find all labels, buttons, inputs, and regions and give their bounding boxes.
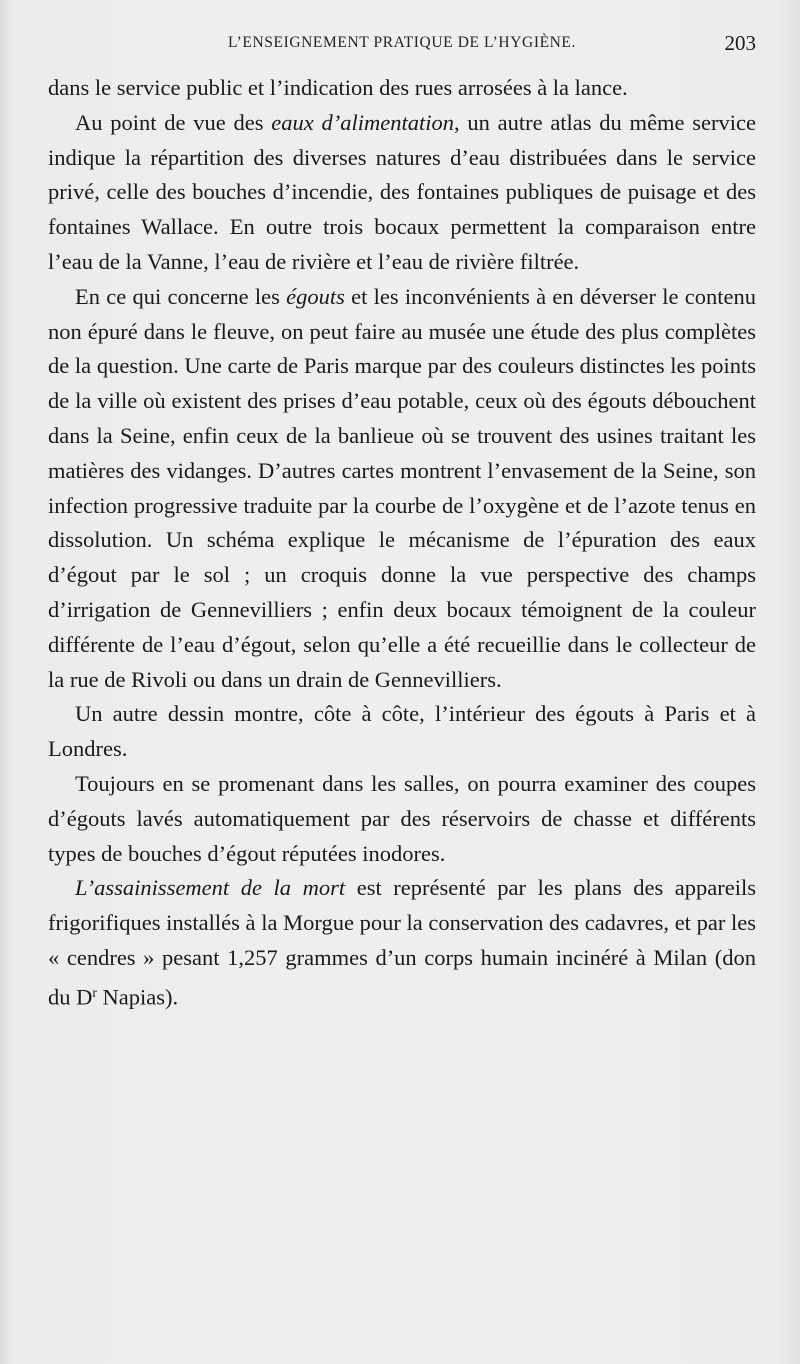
- page-number: 203: [724, 31, 756, 55]
- emphasis-text: égouts: [286, 283, 345, 309]
- text-run: et les inconvénients à en déverser le contenu non épuré dans le fleuve, on peut faire au musée une étude des plus complètes de la question. Une carte de Paris marque par des couleurs distinctes les points de la ville où existent des prises d’eau potable, ceux où des égouts débouchent dans la Seine, enfin ceux de la banlieue où se trouvent des usines traitant les matières des vidanges. D’autres cartes montrent l’envasement de la Seine, son infection progressive traduite par la courbe de l’oxygène et de l’azote tenus en dissolution. Un schéma explique le mécanisme de l’épuration des eaux d’égout par le sol ; un croquis donne la vue perspective des champs d’irrigation de Gennevilliers ; enfin deux bocaux témoignent de la couleur différente de l’eau d’égout, selon qu’elle a été recueillie dans le collecteur de la rue de Rivoli ou dans un drain de Gennevilliers.: [48, 283, 756, 692]
- emphasis-text: L’assainissement de la mort: [75, 875, 346, 901]
- body-text: [48, 71, 756, 1015]
- paragraph-text: dans le service public et l’indication des rues arrosées à la lance.: [48, 75, 628, 100]
- paragraph-drawing: [48, 697, 756, 767]
- text-run: est représenté par les plans des appareils frigorifiques installés à la Morgue pour la conservation des cadavres, et par les « cendres » pesant 1,257 grammes d’un corps humain incinéré à Milan (don du D: [48, 875, 756, 1010]
- text-run: Napias).: [96, 984, 179, 1010]
- text-run: Au point de vue des: [75, 109, 272, 135]
- paragraph-sanitation-of-death: [48, 871, 756, 1015]
- paragraph-rooms: [48, 767, 756, 871]
- emphasis-text: eaux d’alimentation: [271, 109, 454, 135]
- text-run: , un autre atlas du même service indique la répartition des diverses natures d’eau distribuées dans le service privé, celle des bouches d’incendie, des fontaines publiques de puisage et des fontaines Wallace. En outre trois bocaux permettent la comparaison entre l’eau de la Vanne, l’eau de rivière et l’eau de rivière filtrée.: [48, 109, 757, 274]
- running-head: [48, 31, 756, 64]
- text-run: En ce qui concerne les: [75, 283, 287, 309]
- superscript: r: [92, 984, 97, 1000]
- paragraph-water-supply: [48, 106, 756, 280]
- paragraph-sewers: [48, 280, 756, 698]
- paragraph-continued: [48, 71, 756, 106]
- paragraph-text: Un autre dessin montre, côte à côte, l’intérieur des égouts à Paris et à Londres.: [48, 701, 756, 762]
- paragraph-text: Toujours en se promenant dans les salles, on pourra examiner des coupes d’égouts lavés automatiquement par des réservoirs de chasse et différents types de bouches d’égout réputées inodores.: [48, 770, 756, 866]
- running-title: L’ENSEIGNEMENT PRATIQUE DE L’HYGIÈNE.: [228, 34, 576, 51]
